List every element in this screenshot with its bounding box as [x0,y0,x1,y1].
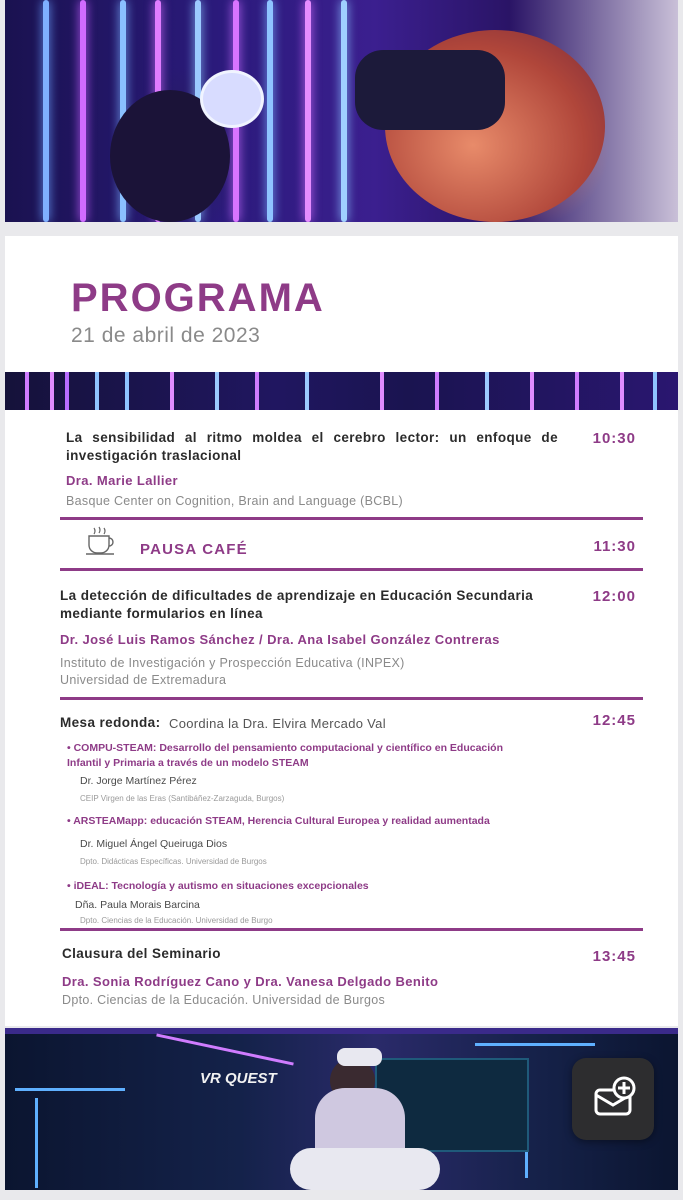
round-table-coordinator: Coordina la Dra. Elvira Mercado Val [169,716,386,731]
page-title: PROGRAMA [71,276,325,320]
coffee-cup-icon [85,526,119,561]
session-1-title: La sensibilidad al ritmo moldea el cerebro lector: un enfoque de investigación traslacional [66,430,558,463]
program-card [5,236,678,1026]
pause-label: PAUSA CAFÉ [140,541,248,558]
session-1-institution: Basque Center on Cognition, Brain and Language (BCBL) [66,494,403,508]
pause-time: 11:30 [593,538,636,555]
vr-quest-sign: VR QUEST [200,1070,277,1087]
round-table-label: Mesa redonda: [60,715,161,730]
session-2-title: La detección de dificultades de aprendizaje en Educación Secundaria mediante formularios en línea [60,588,534,621]
round-table-item-3-institution: Dpto. Ciencias de la Educación. Universidad de Burgo [80,916,273,925]
closing-title: Clausura del Seminario [62,946,221,961]
round-table-item-3-title-text: iDEAL: Tecnología y autismo en situaciones excepcionales [73,880,369,892]
add-to-mail-button[interactable] [572,1058,654,1140]
session-2-institution-1: Instituto de Investigación y Prospección Educativa (INPEX) [60,656,405,670]
round-table-item-1-speaker: Dr. Jorge Martínez Pérez [80,775,197,787]
round-table-item-1-title-text: COMPU-STEAM: Desarrollo del pensamiento computacional y científico en Educación Infantil y Primaria a través de un modelo STEAM [67,742,504,769]
decorative-neon-strip [5,372,678,410]
round-table-item-2-speaker: Dr. Miguel Ángel Queiruga Dios [80,838,228,850]
closing-time: 13:45 [592,948,636,965]
session-2-speaker: Dr. José Luis Ramos Sánchez / Dra. Ana Isabel González Contreras [60,632,500,647]
divider [60,517,643,520]
session-2-institution-2: Universidad de Extremadura [60,673,227,687]
round-table-item-1-institution: CEIP Virgen de las Eras (Santibáñez-Zarzaguda, Burgos) [80,794,285,803]
round-table-item-1-title: • COMPU-STEAM: Desarrollo del pensamiento computacional y científico en Educación Infantil y Primaria a través de un modelo STEAM [67,742,504,769]
round-table-item-3-title: • iDEAL: Tecnología y autismo en situaciones excepcionales [67,880,369,892]
divider [60,568,643,571]
closing-institution: Dpto. Ciencias de la Educación. Universidad de Burgos [62,993,386,1007]
round-table-item-2-title-text: ARSTEAMapp: educación STEAM, Herencia Cultural Europea y realidad aumentada [73,815,490,827]
session-2-time: 12:00 [592,588,636,605]
divider [60,697,643,700]
divider [60,928,643,931]
session-1-speaker: Dra. Marie Lallier [66,473,178,488]
event-date: 21 de abril de 2023 [71,324,261,347]
round-table-item-3-speaker: Dña. Paula Morais Barcina [75,899,200,911]
round-table-time: 12:45 [592,712,636,729]
envelope-plus-icon [572,1058,654,1140]
round-table-item-2-institution: Dpto. Didácticas Específicas. Universidad de Burgos [80,857,267,866]
session-1-time: 10:30 [592,430,636,447]
closing-speaker: Dra. Sonia Rodríguez Cano y Dra. Vanesa Delgado Benito [62,974,439,989]
round-table-item-2-title: • ARSTEAMapp: educación STEAM, Herencia Cultural Europea y realidad aumentada [67,815,490,827]
header-photo-vr [5,0,678,222]
